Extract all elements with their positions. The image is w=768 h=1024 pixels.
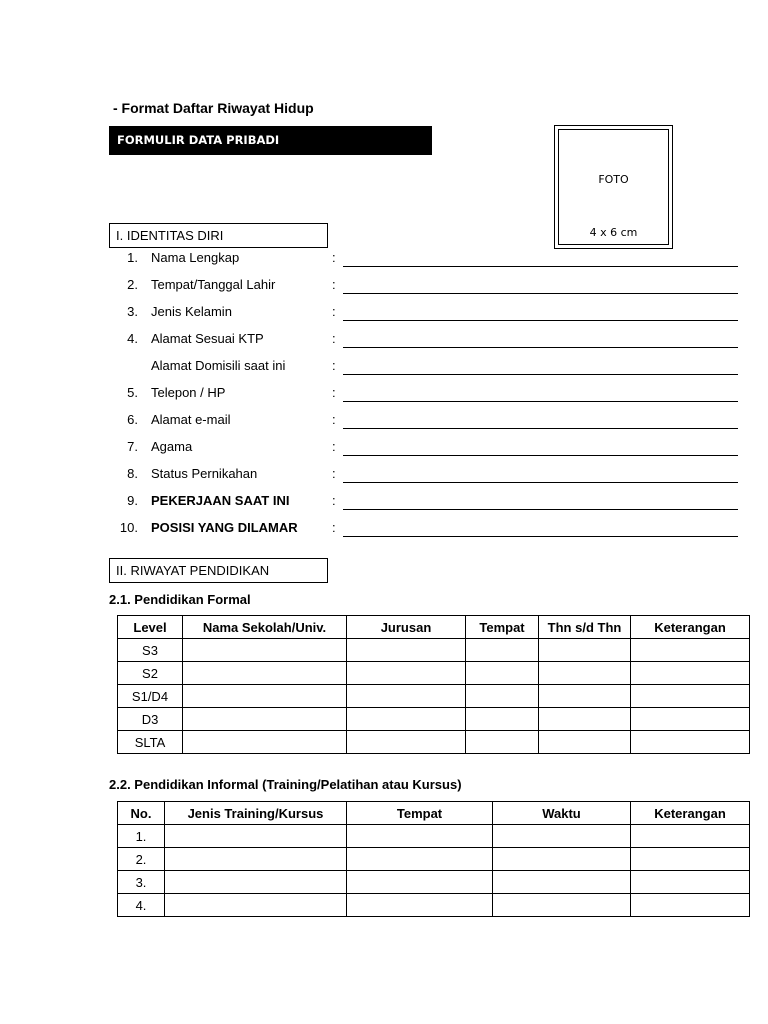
column-header: Nama Sekolah/Univ. bbox=[183, 616, 347, 639]
field-number: 4. bbox=[127, 331, 138, 346]
field-label: Jenis Kelamin bbox=[151, 304, 232, 319]
table-cell[interactable] bbox=[183, 639, 347, 662]
column-header: Tempat bbox=[347, 802, 493, 825]
table-cell[interactable] bbox=[493, 825, 631, 848]
informal-education-title: 2.2. Pendidikan Informal (Training/Pelatihan atau Kursus) bbox=[109, 777, 462, 792]
table-cell[interactable] bbox=[493, 894, 631, 917]
table-row bbox=[118, 685, 750, 708]
table-cell[interactable] bbox=[183, 662, 347, 685]
section-pendidikan-heading: II. RIWAYAT PENDIDIKAN bbox=[109, 558, 328, 583]
table-cell[interactable] bbox=[165, 871, 347, 894]
column-header: No. bbox=[118, 802, 165, 825]
table-row bbox=[118, 848, 750, 871]
table-cell[interactable] bbox=[631, 662, 750, 685]
field-input-line[interactable] bbox=[343, 428, 738, 429]
row-label-cell: S3 bbox=[118, 639, 183, 662]
table-cell[interactable] bbox=[631, 848, 750, 871]
row-label-cell: 4. bbox=[118, 894, 165, 917]
column-header: Thn s/d Thn bbox=[539, 616, 631, 639]
field-number: 6. bbox=[127, 412, 138, 427]
field-label: Alamat Sesuai KTP bbox=[151, 331, 264, 346]
table-row bbox=[118, 639, 750, 662]
field-row bbox=[0, 304, 768, 331]
table-cell[interactable] bbox=[539, 685, 631, 708]
photo-frame bbox=[558, 129, 669, 245]
field-number: 1. bbox=[127, 250, 138, 265]
table-cell[interactable] bbox=[539, 662, 631, 685]
field-number: 9. bbox=[127, 493, 138, 508]
field-row bbox=[0, 358, 768, 385]
table-cell[interactable] bbox=[631, 708, 750, 731]
table-row bbox=[118, 662, 750, 685]
field-colon: : bbox=[332, 385, 336, 400]
photo-label: FOTO bbox=[598, 173, 629, 186]
table-header-row bbox=[118, 616, 750, 639]
field-row bbox=[0, 277, 768, 304]
table-cell[interactable] bbox=[631, 685, 750, 708]
table-cell[interactable] bbox=[183, 685, 347, 708]
field-number: 7. bbox=[127, 439, 138, 454]
table-header-row bbox=[118, 802, 750, 825]
table-cell[interactable] bbox=[347, 685, 466, 708]
table-cell[interactable] bbox=[347, 871, 493, 894]
table-cell[interactable] bbox=[631, 871, 750, 894]
field-row bbox=[0, 439, 768, 466]
table-cell[interactable] bbox=[466, 639, 539, 662]
field-colon: : bbox=[332, 412, 336, 427]
table-cell[interactable] bbox=[165, 825, 347, 848]
table-cell[interactable] bbox=[466, 731, 539, 754]
field-colon: : bbox=[332, 250, 336, 265]
table-cell[interactable] bbox=[347, 639, 466, 662]
field-number: 8. bbox=[127, 466, 138, 481]
table-cell[interactable] bbox=[347, 848, 493, 871]
table-cell[interactable] bbox=[493, 871, 631, 894]
photo-placeholder bbox=[554, 125, 673, 249]
field-input-line[interactable] bbox=[343, 509, 738, 510]
table-row bbox=[118, 871, 750, 894]
table-cell[interactable] bbox=[347, 662, 466, 685]
field-input-line[interactable] bbox=[343, 293, 738, 294]
table-cell[interactable] bbox=[183, 708, 347, 731]
field-row bbox=[0, 385, 768, 412]
field-label: Agama bbox=[151, 439, 193, 454]
field-row bbox=[0, 331, 768, 358]
field-number: 3. bbox=[127, 304, 138, 319]
row-label-cell: D3 bbox=[118, 708, 183, 731]
field-label: Status Pernikahan bbox=[151, 466, 258, 481]
section-identitas-heading: I. IDENTITAS DIRI bbox=[109, 223, 328, 248]
field-input-line[interactable] bbox=[343, 455, 738, 456]
field-row bbox=[0, 493, 768, 520]
table-row bbox=[118, 708, 750, 731]
table-cell[interactable] bbox=[539, 708, 631, 731]
field-label: PEKERJAAN SAAT INI bbox=[151, 493, 290, 508]
table-cell[interactable] bbox=[165, 894, 347, 917]
row-label-cell: 2. bbox=[118, 848, 165, 871]
field-colon: : bbox=[332, 520, 336, 535]
column-header: Level bbox=[118, 616, 183, 639]
column-header: Waktu bbox=[493, 802, 631, 825]
column-header: Keterangan bbox=[631, 616, 750, 639]
field-input-line[interactable] bbox=[343, 347, 738, 348]
row-label-cell: S2 bbox=[118, 662, 183, 685]
table-row bbox=[118, 825, 750, 848]
table-cell[interactable] bbox=[631, 894, 750, 917]
field-row bbox=[0, 466, 768, 493]
field-input-line[interactable] bbox=[343, 536, 738, 537]
field-row bbox=[0, 520, 768, 547]
table-cell[interactable] bbox=[466, 662, 539, 685]
field-input-line[interactable] bbox=[343, 482, 738, 483]
column-header: Jurusan bbox=[347, 616, 466, 639]
field-colon: : bbox=[332, 466, 336, 481]
field-number: 10. bbox=[119, 520, 138, 535]
field-input-line[interactable] bbox=[343, 266, 738, 267]
table-cell[interactable] bbox=[539, 639, 631, 662]
table-cell[interactable] bbox=[466, 708, 539, 731]
table-cell[interactable] bbox=[347, 825, 493, 848]
field-label: Alamat e-mail bbox=[151, 412, 231, 427]
column-header: Keterangan bbox=[631, 802, 750, 825]
field-colon: : bbox=[332, 331, 336, 346]
table-cell[interactable] bbox=[539, 731, 631, 754]
table-cell[interactable] bbox=[347, 731, 466, 754]
field-colon: : bbox=[332, 439, 336, 454]
field-label: Alamat Domisili saat ini bbox=[151, 358, 286, 373]
field-colon: : bbox=[332, 358, 336, 373]
column-header: Jenis Training/Kursus bbox=[165, 802, 347, 825]
form-banner: FORMULIR DATA PRIBADI bbox=[109, 126, 432, 155]
table-cell[interactable] bbox=[631, 731, 750, 754]
row-label-cell: SLTA bbox=[118, 731, 183, 754]
table-cell[interactable] bbox=[493, 848, 631, 871]
field-row bbox=[0, 250, 768, 277]
document-title: - Format Daftar Riwayat Hidup bbox=[113, 100, 314, 116]
photo-size-label: 4 x 6 cm bbox=[589, 226, 638, 239]
column-header: Tempat bbox=[466, 616, 539, 639]
field-row bbox=[0, 412, 768, 439]
row-label-cell: 3. bbox=[118, 871, 165, 894]
field-label: Tempat/Tanggal Lahir bbox=[151, 277, 276, 292]
field-number: 5. bbox=[127, 385, 138, 400]
field-label: Telepon / HP bbox=[151, 385, 226, 400]
field-input-line[interactable] bbox=[343, 401, 738, 402]
field-colon: : bbox=[332, 493, 336, 508]
row-label-cell: S1/D4 bbox=[118, 685, 183, 708]
field-colon: : bbox=[332, 277, 336, 292]
table-cell[interactable] bbox=[631, 639, 750, 662]
informal-education-table bbox=[117, 801, 750, 917]
table-cell[interactable] bbox=[631, 825, 750, 848]
table-row bbox=[118, 894, 750, 917]
field-number: 2. bbox=[127, 277, 138, 292]
table-cell[interactable] bbox=[466, 685, 539, 708]
field-label: POSISI YANG DILAMAR bbox=[151, 520, 298, 535]
field-label: Nama Lengkap bbox=[151, 250, 240, 265]
table-cell[interactable] bbox=[347, 894, 493, 917]
field-input-line[interactable] bbox=[343, 374, 738, 375]
formal-education-table bbox=[117, 615, 750, 754]
row-label-cell: 1. bbox=[118, 825, 165, 848]
table-cell[interactable] bbox=[165, 848, 347, 871]
field-input-line[interactable] bbox=[343, 320, 738, 321]
field-colon: : bbox=[332, 304, 336, 319]
table-cell[interactable] bbox=[347, 708, 466, 731]
formal-education-title: 2.1. Pendidikan Formal bbox=[109, 592, 251, 607]
table-cell[interactable] bbox=[183, 731, 347, 754]
table-row bbox=[118, 731, 750, 754]
